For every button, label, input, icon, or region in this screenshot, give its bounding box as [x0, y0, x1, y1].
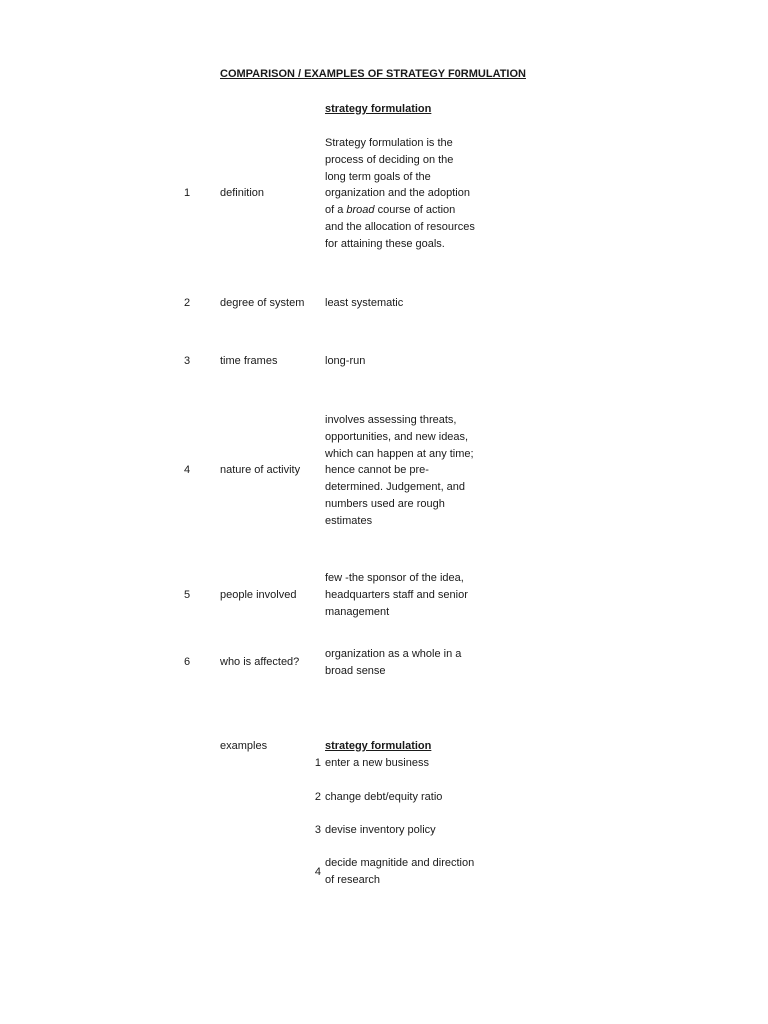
page-title: COMPARISON / EXAMPLES OF STRATEGY F0RMULATION [220, 68, 526, 80]
row-label: nature of activity [220, 464, 301, 476]
examples-header: strategy formulation [325, 740, 432, 752]
row-number: 4 [184, 464, 191, 476]
row-number: 6 [184, 656, 191, 668]
row-label: definition [220, 187, 265, 199]
row-description: organization as a whole in a broad sense [325, 648, 462, 677]
row-label: who is affected? [220, 656, 300, 668]
definition-text-end: course of action and the allocation of resources for attaining these goals. [325, 204, 475, 250]
row-number: 2 [184, 297, 191, 309]
example-text: change debt/equity ratio [325, 791, 443, 803]
example-number: 2 [314, 791, 321, 803]
row-number: 5 [184, 589, 191, 601]
row-description: few -the sponsor of the idea, headquarters staff and senior management [325, 572, 468, 618]
definition-text-start: Strategy formulation is the process of deciding on the long term goals of the organization and the adoption of a [325, 137, 470, 217]
row-description: long-run [325, 355, 366, 367]
row-label: time frames [220, 355, 278, 367]
row-description [325, 135, 475, 253]
row-label: degree of system [220, 297, 305, 309]
row-number: 1 [184, 187, 191, 199]
example-number: 4 [314, 866, 321, 878]
row-description: least systematic [325, 297, 404, 309]
examples-label: examples [220, 740, 268, 752]
example-text: decide magnitide and direction of research [325, 857, 475, 886]
column-header: strategy formulation [325, 103, 432, 115]
row-label: people involved [220, 589, 297, 601]
example-number: 1 [314, 757, 321, 769]
example-number: 3 [314, 824, 321, 836]
example-text: enter a new business [325, 757, 429, 769]
definition-text-italic: broad [346, 204, 375, 217]
row-description: involves assessing threats, opportunities, and new ideas, which can happen at any time; hence cannot be pre-determined. Judgement, and numbers used are rough estimates [325, 414, 474, 527]
row-number: 3 [184, 355, 191, 367]
example-text: devise inventory policy [325, 824, 436, 836]
